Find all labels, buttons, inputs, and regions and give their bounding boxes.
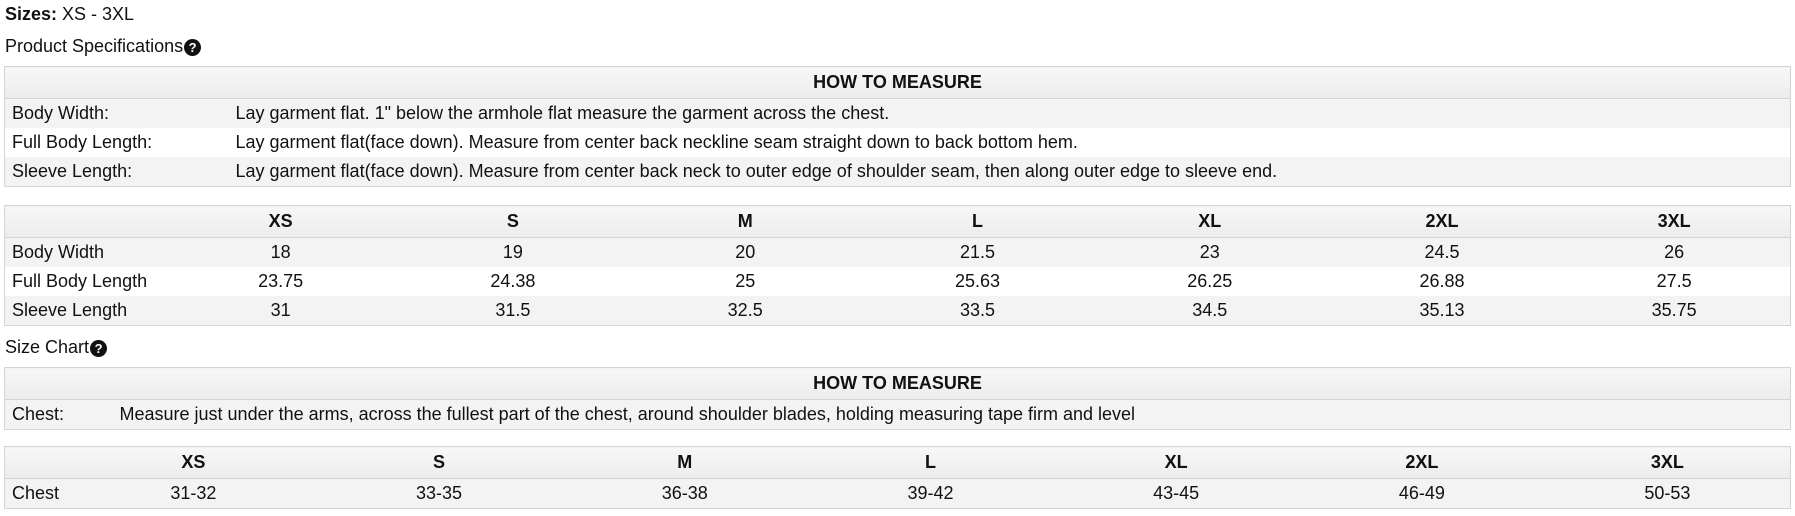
measure-name: Body Width:: [5, 99, 229, 129]
size-value: 31-32: [71, 479, 317, 509]
size-chart-heading: [5, 335, 107, 359]
size-column-header: XS: [71, 447, 317, 479]
table-row: [5, 267, 1791, 296]
size-chart-title: Size Chart: [5, 337, 90, 357]
measure-instruction: Measure just under the arms, across the fullest part of the chest, around shoulder blades, holding measuring tape firm and level: [113, 400, 1791, 430]
how-to-measure-header: HOW TO MEASURE: [5, 67, 1791, 99]
size-value: 25: [629, 267, 861, 296]
size-value: 26.88: [1326, 267, 1558, 296]
size-value: 26.25: [1094, 267, 1326, 296]
chart-how-to-measure-table: [4, 367, 1791, 430]
table-row: [5, 157, 1791, 187]
size-column-header: 3XL: [1545, 447, 1791, 479]
size-column-header: S: [397, 206, 629, 238]
size-value: 32.5: [629, 296, 861, 326]
size-value: 25.63: [861, 267, 1093, 296]
measure-name: Sleeve Length:: [5, 157, 229, 187]
sizes-label: Sizes:: [5, 4, 58, 24]
product-specifications-title: Product Specifications: [5, 36, 184, 56]
size-column-header: XS: [165, 206, 397, 238]
size-value: 35.75: [1558, 296, 1790, 326]
size-column-header: M: [629, 206, 861, 238]
size-value: 19: [397, 238, 629, 268]
table-header-row: [5, 447, 1791, 479]
chart-sizes-table: [4, 446, 1791, 509]
size-value: 24.38: [397, 267, 629, 296]
table-header-row: [5, 206, 1791, 238]
table-row: [5, 99, 1791, 129]
row-label: Chest: [5, 479, 71, 509]
table-row: [5, 238, 1791, 268]
size-value: 27.5: [1558, 267, 1790, 296]
table-header-row: [5, 368, 1791, 400]
corner-cell: [5, 206, 165, 238]
spec-sizes-table: [4, 205, 1791, 326]
size-value: 39-42: [808, 479, 1054, 509]
spec-how-to-measure-table: [4, 66, 1791, 187]
measure-name: Chest:: [5, 400, 113, 430]
size-value: 23.75: [165, 267, 397, 296]
size-value: 33.5: [861, 296, 1093, 326]
product-specifications-heading: [5, 34, 201, 58]
size-column-header: L: [808, 447, 1054, 479]
table-row: [5, 400, 1791, 430]
how-to-measure-header: HOW TO MEASURE: [5, 368, 1791, 400]
corner-cell: [5, 447, 71, 479]
sizes-line: [5, 2, 134, 26]
size-value: 23: [1094, 238, 1326, 268]
size-value: 34.5: [1094, 296, 1326, 326]
size-value: 26: [1558, 238, 1790, 268]
measure-instruction: Lay garment flat. 1" below the armhole flat measure the garment across the chest.: [229, 99, 1791, 129]
size-value: 31: [165, 296, 397, 326]
table-row: [5, 479, 1791, 509]
size-value: 36-38: [562, 479, 808, 509]
size-column-header: 2XL: [1299, 447, 1545, 479]
sizes-value: XS - 3XL: [57, 4, 135, 24]
help-icon[interactable]: ?: [90, 340, 107, 357]
size-value: 24.5: [1326, 238, 1558, 268]
size-column-header: XL: [1053, 447, 1299, 479]
size-column-header: L: [861, 206, 1093, 238]
size-value: 46-49: [1299, 479, 1545, 509]
row-label: Body Width: [5, 238, 165, 268]
measure-instruction: Lay garment flat(face down). Measure from center back neck to outer edge of shoulder seam, then along outer edge to sleeve end.: [229, 157, 1791, 187]
size-column-header: S: [316, 447, 562, 479]
size-column-header: 2XL: [1326, 206, 1558, 238]
size-column-header: M: [562, 447, 808, 479]
row-label: Sleeve Length: [5, 296, 165, 326]
measure-name: Full Body Length:: [5, 128, 229, 157]
size-value: 20: [629, 238, 861, 268]
size-value: 21.5: [861, 238, 1093, 268]
table-row: [5, 296, 1791, 326]
size-value: 43-45: [1053, 479, 1299, 509]
table-row: [5, 128, 1791, 157]
help-icon[interactable]: ?: [184, 39, 201, 56]
measure-instruction: Lay garment flat(face down). Measure from center back neckline seam straight down to back bottom hem.: [229, 128, 1791, 157]
size-value: 35.13: [1326, 296, 1558, 326]
size-value: 31.5: [397, 296, 629, 326]
table-header-row: [5, 67, 1791, 99]
size-value: 50-53: [1545, 479, 1791, 509]
size-column-header: 3XL: [1558, 206, 1790, 238]
size-column-header: XL: [1094, 206, 1326, 238]
size-value: 18: [165, 238, 397, 268]
row-label: Full Body Length: [5, 267, 165, 296]
size-value: 33-35: [316, 479, 562, 509]
